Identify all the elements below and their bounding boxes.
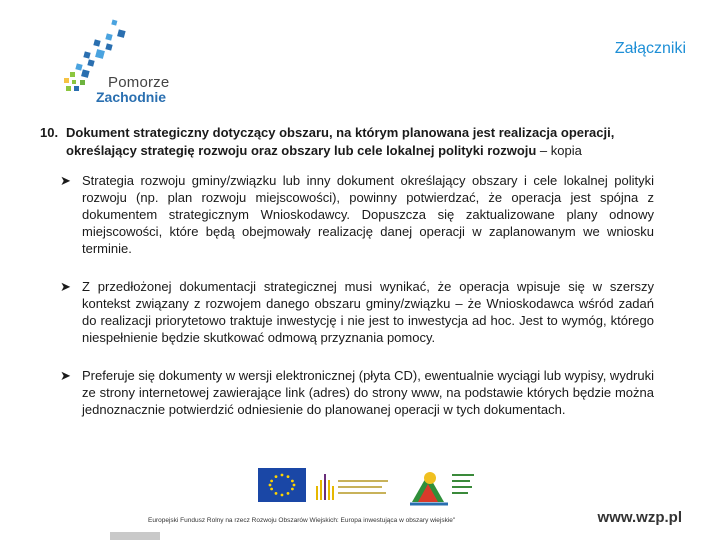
logo-text-zachodnie: Zachodnie xyxy=(96,89,167,105)
footer-logos xyxy=(258,466,478,512)
arrow-bullet-icon: ➤ xyxy=(60,173,71,188)
arrow-bullet-icon: ➤ xyxy=(60,368,71,383)
bullet-text: Preferuje się dokumenty w wersji elektronicznej (płyta CD), ewentualnie wyciągi lub wypisy, wydruki ze strony internetowej zawierające link (adres) do strony www, na podstawie których będzie można jednoznacznie potwierdzić odniesienie do planowanej operacji w tych dokumentach. xyxy=(82,368,654,417)
logo-text-pomorze: Pomorze xyxy=(108,74,170,91)
heading-suffix: – kopia xyxy=(536,143,582,158)
list-item xyxy=(60,367,654,418)
arrow-bullet-icon: ➤ xyxy=(60,279,71,294)
footer-caption: Europejski Fundusz Rolny na rzecz Rozwoju Obszarów Wiejskich: Europa inwestująca w obszary wiejskie" xyxy=(148,517,456,524)
section-number: 10. xyxy=(40,125,59,140)
list-item xyxy=(60,278,654,346)
bullet-text: Strategia rozwoju gminy/związku lub inny dokument określający obszary i cele lokalnej polityki rozwoju (np. plan rozwoju miejscowości), powinny potwierdzać, że operacja jest spójna z dokumentem strategicznym Wnioskodawcy. Dopuszcza się zaktualizowane plany odnowy miejscowości, które będą obejmowały realizację danej operacji w zaplanowanym we wniosku terminie. xyxy=(82,173,654,256)
heading-line-1: Dokument strategiczny dotyczący obszaru, na którym planowana jest realizacja operacji, xyxy=(66,125,615,140)
krajowa-siec-obszarow-wiejskich-logo-icon xyxy=(312,466,394,506)
section-heading xyxy=(40,124,670,160)
page-title: Załączniki xyxy=(614,40,686,57)
eu-flag-icon xyxy=(258,468,306,502)
bullet-list xyxy=(60,172,654,439)
list-item xyxy=(60,172,654,257)
program-rozwoju-obszarow-wiejskich-logo-icon xyxy=(408,466,478,510)
heading-line-2: określający strategię rozwoju oraz obszary lub cele lokalnej polityki rozwoju xyxy=(66,143,537,158)
footer-divider xyxy=(110,532,160,540)
bullet-text: Z przedłożonej dokumentacji strategicznej musi wynikać, że operacja wpisuje się w szerszy kontekst związany z rozwojem danego obszaru gminy/związku – że Wnioskodawca wśród zadań do realizacji priorytetowo traktuje inwestycję i nie jest to inwestycja ad hoc. Jest to wymóg, którego niespełnienie będzie skutkować odmową przyznania pomocy. xyxy=(82,279,654,345)
website-link[interactable]: www.wzp.pl xyxy=(597,509,682,526)
